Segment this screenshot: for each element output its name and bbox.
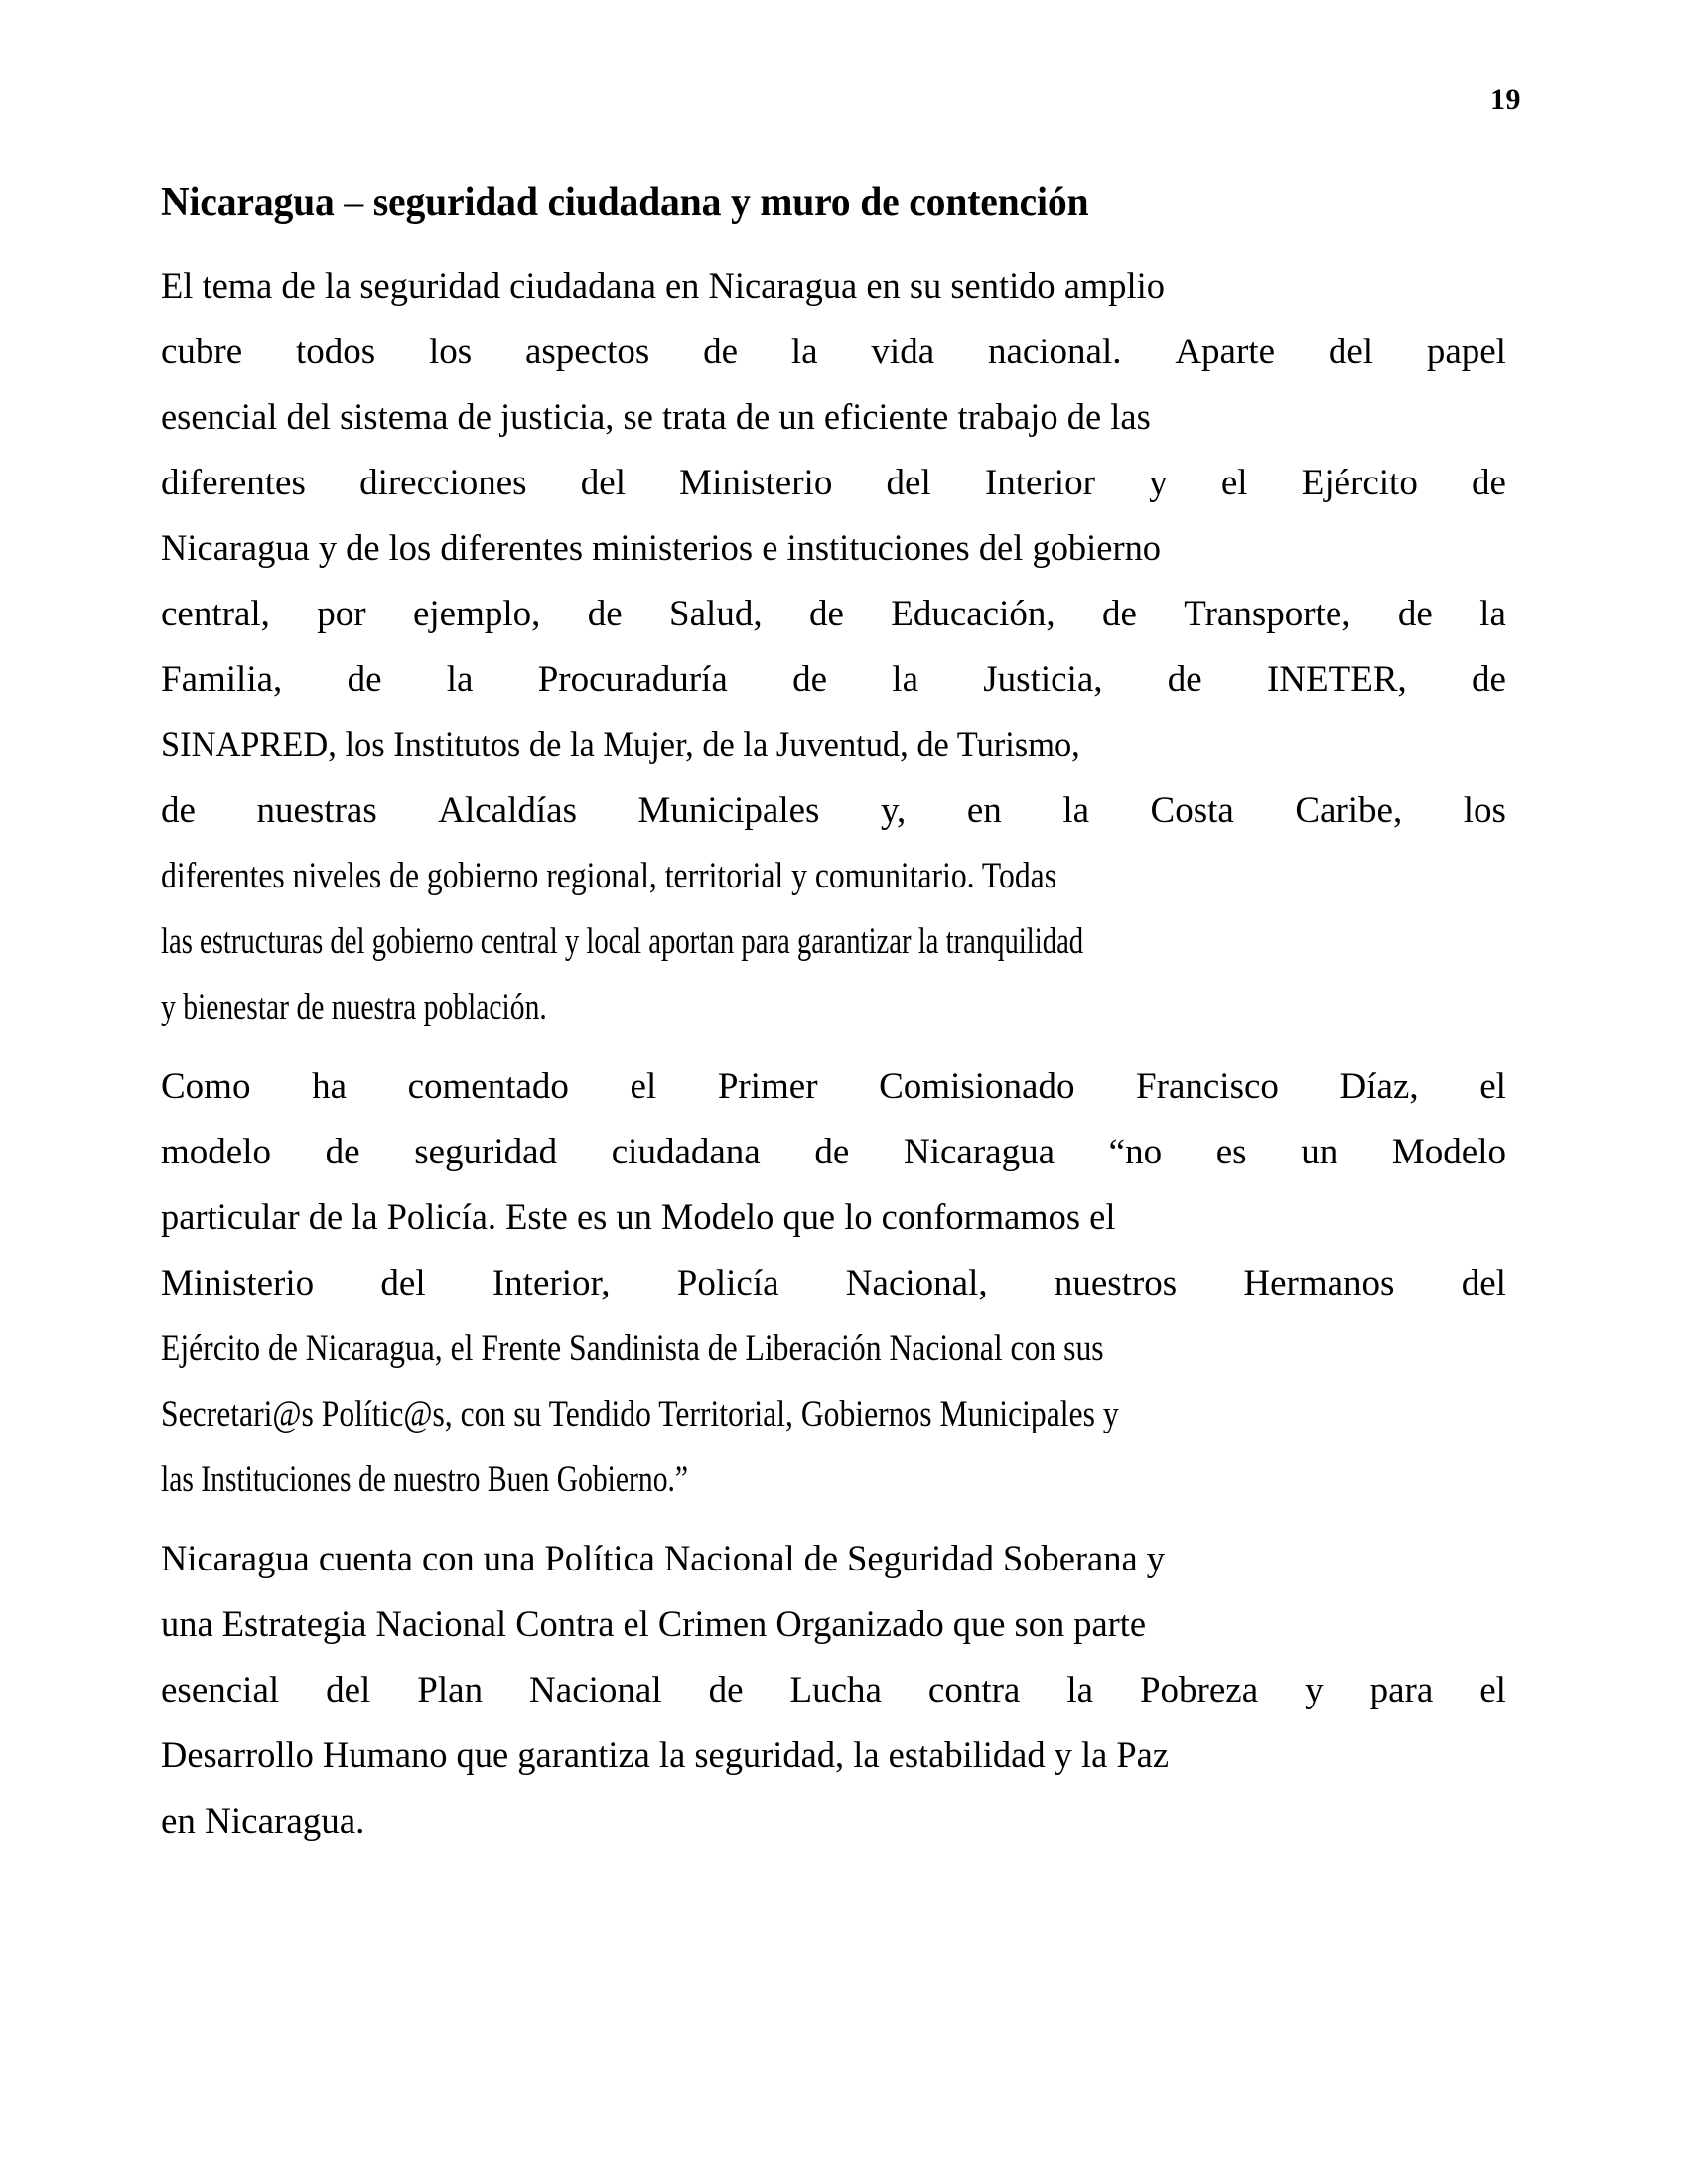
text-word: ejemplo, xyxy=(412,593,541,634)
text-word: de xyxy=(325,1131,360,1172)
text-word: Nacional, xyxy=(845,1262,988,1303)
text-word: direcciones xyxy=(359,462,527,503)
text-word: Interior, xyxy=(492,1262,611,1303)
text-word: la xyxy=(1479,593,1506,634)
text-word: el xyxy=(1220,462,1248,503)
text-word: Modelo xyxy=(1391,1131,1506,1172)
text-line: Nicaragua y de los diferentes ministerios e instituciones del gobierno xyxy=(161,527,1162,569)
text-line: diferentes niveles de gobierno regional, territorial y comunitario. Todas xyxy=(161,855,1057,896)
text-line: las estructuras del gobierno central y local aportan para garantizar la tranquilidad xyxy=(161,920,1084,962)
text-word: Policía xyxy=(676,1262,779,1303)
text-line: particular de la Policía. Este es un Modelo que lo conformamos el xyxy=(161,1196,1116,1238)
text-line xyxy=(161,582,1506,647)
text-line xyxy=(161,1658,1506,1723)
paragraph-3 xyxy=(161,1527,1506,1854)
text-word: la xyxy=(1062,789,1090,831)
text-word: Costa xyxy=(1150,789,1234,831)
text-line xyxy=(161,647,1506,713)
text-word: esencial xyxy=(161,1669,280,1710)
text-word: Salud, xyxy=(669,593,763,634)
text-word: de xyxy=(347,658,382,700)
text-word: Nacional xyxy=(529,1669,662,1710)
text-word: para xyxy=(1369,1669,1434,1710)
text-word: modelo xyxy=(161,1131,271,1172)
text-line: SINAPRED, los Institutos de la Mujer, de la Juventud, de Turismo, xyxy=(161,724,1080,765)
text-word: Comisionado xyxy=(879,1065,1075,1107)
text-word: de xyxy=(1167,658,1202,700)
text-word: “no xyxy=(1108,1131,1163,1172)
text-word: Díaz, xyxy=(1339,1065,1419,1107)
text-word: el xyxy=(1479,1065,1506,1107)
text-word: y, xyxy=(880,789,907,831)
text-word: los xyxy=(428,331,473,372)
text-word: contra xyxy=(927,1669,1021,1710)
text-word: de xyxy=(792,658,828,700)
text-word: central, xyxy=(161,593,270,634)
text-line xyxy=(161,1054,1506,1120)
text-word: Francisco xyxy=(1136,1065,1279,1107)
text-word: y xyxy=(1305,1669,1324,1710)
text-word: del xyxy=(380,1262,426,1303)
text-word: un xyxy=(1301,1131,1338,1172)
text-word: de xyxy=(587,593,623,634)
text-word: la xyxy=(790,331,818,372)
text-word: la xyxy=(1066,1669,1094,1710)
text-word: del xyxy=(886,462,931,503)
text-line: Desarrollo Humano que garantiza la seguridad, la estabilidad y la Paz xyxy=(161,1734,1170,1776)
text-word: Justicia, xyxy=(983,658,1103,700)
text-word: del xyxy=(1328,331,1374,372)
text-word: nuestros xyxy=(1054,1262,1178,1303)
text-word: Transporte, xyxy=(1184,593,1351,634)
text-word: Alcaldías xyxy=(438,789,577,831)
text-word: el xyxy=(630,1065,657,1107)
paragraph-2 xyxy=(161,1054,1506,1513)
text-line: y bienestar de nuestra población. xyxy=(161,986,547,1027)
text-word: ciudadana xyxy=(611,1131,761,1172)
text-word: del xyxy=(326,1669,371,1710)
text-word: diferentes xyxy=(161,462,306,503)
text-line: Nicaragua cuenta con una Política Nacional de Seguridad Soberana y xyxy=(161,1538,1165,1579)
text-word: Familia, xyxy=(161,658,283,700)
text-line xyxy=(161,1251,1506,1316)
text-word: nuestras xyxy=(256,789,377,831)
text-word: la xyxy=(446,658,474,700)
text-line: Secretari@s Polític@s, con su Tendido Territorial, Gobiernos Municipales y xyxy=(161,1393,1119,1434)
text-word: Como xyxy=(161,1065,251,1107)
text-word: en xyxy=(966,789,1002,831)
text-word: y xyxy=(1149,462,1168,503)
text-word: Nicaragua xyxy=(903,1131,1055,1172)
text-word: Hermanos xyxy=(1243,1262,1395,1303)
text-word: aspectos xyxy=(524,331,650,372)
text-word: nacional. xyxy=(987,331,1122,372)
text-word: Plan xyxy=(417,1669,484,1710)
page-content xyxy=(161,179,1506,1854)
text-word: de xyxy=(1397,593,1433,634)
text-line xyxy=(161,320,1506,385)
text-line: Ejército de Nicaragua, el Frente Sandinista de Liberación Nacional con sus xyxy=(161,1327,1104,1369)
text-word: Interior xyxy=(984,462,1095,503)
text-word: comentado xyxy=(407,1065,569,1107)
text-word: de xyxy=(1472,462,1506,503)
text-line: una Estrategia Nacional Contra el Crimen Organizado que son parte xyxy=(161,1603,1147,1645)
text-line: esencial del sistema de justicia, se trata de un eficiente trabajo de las xyxy=(161,396,1151,438)
text-word: vida xyxy=(871,331,935,372)
text-word: el xyxy=(1479,1669,1506,1710)
text-line xyxy=(161,1120,1506,1185)
text-word: Pobreza xyxy=(1139,1669,1259,1710)
text-word: por xyxy=(317,593,366,634)
text-word: INETER, xyxy=(1266,658,1407,700)
text-word: Primer xyxy=(717,1065,818,1107)
text-word: ha xyxy=(312,1065,347,1107)
page-number: 19 xyxy=(1490,83,1521,116)
text-word: Aparte xyxy=(1175,331,1275,372)
text-line xyxy=(161,451,1506,516)
text-word: es xyxy=(1215,1131,1247,1172)
text-word: Municipales xyxy=(637,789,820,831)
text-word: de xyxy=(1102,593,1137,634)
text-word: Procuraduría xyxy=(537,658,728,700)
text-word: Caribe, xyxy=(1295,789,1403,831)
text-line xyxy=(161,778,1506,844)
text-word: todos xyxy=(295,331,376,372)
text-word: del xyxy=(1461,1262,1506,1303)
text-word: de xyxy=(1472,658,1506,700)
text-word: Ministerio xyxy=(161,1262,315,1303)
text-word: los xyxy=(1463,789,1506,831)
text-word: de xyxy=(703,331,739,372)
text-word: de xyxy=(161,789,196,831)
text-word: Ejército xyxy=(1301,462,1418,503)
text-word: la xyxy=(892,658,918,700)
text-line: las Instituciones de nuestro Buen Gobierno.” xyxy=(161,1458,689,1500)
text-word: de xyxy=(708,1669,744,1710)
text-word: Ministerio xyxy=(679,462,833,503)
text-word: Lucha xyxy=(789,1669,882,1710)
text-line: en Nicaragua. xyxy=(161,1800,365,1842)
text-word: seguridad xyxy=(414,1131,558,1172)
text-word: de xyxy=(808,593,844,634)
page-title: Nicaragua – seguridad ciudadana y muro de contención xyxy=(161,180,1089,225)
paragraph-1 xyxy=(161,254,1506,1040)
text-word: del xyxy=(580,462,626,503)
text-word: papel xyxy=(1426,331,1506,372)
text-word: Educación, xyxy=(891,593,1055,634)
text-line: El tema de la seguridad ciudadana en Nicaragua en su sentido amplio xyxy=(161,265,1165,307)
text-word: cubre xyxy=(161,331,243,372)
text-word: de xyxy=(814,1131,850,1172)
